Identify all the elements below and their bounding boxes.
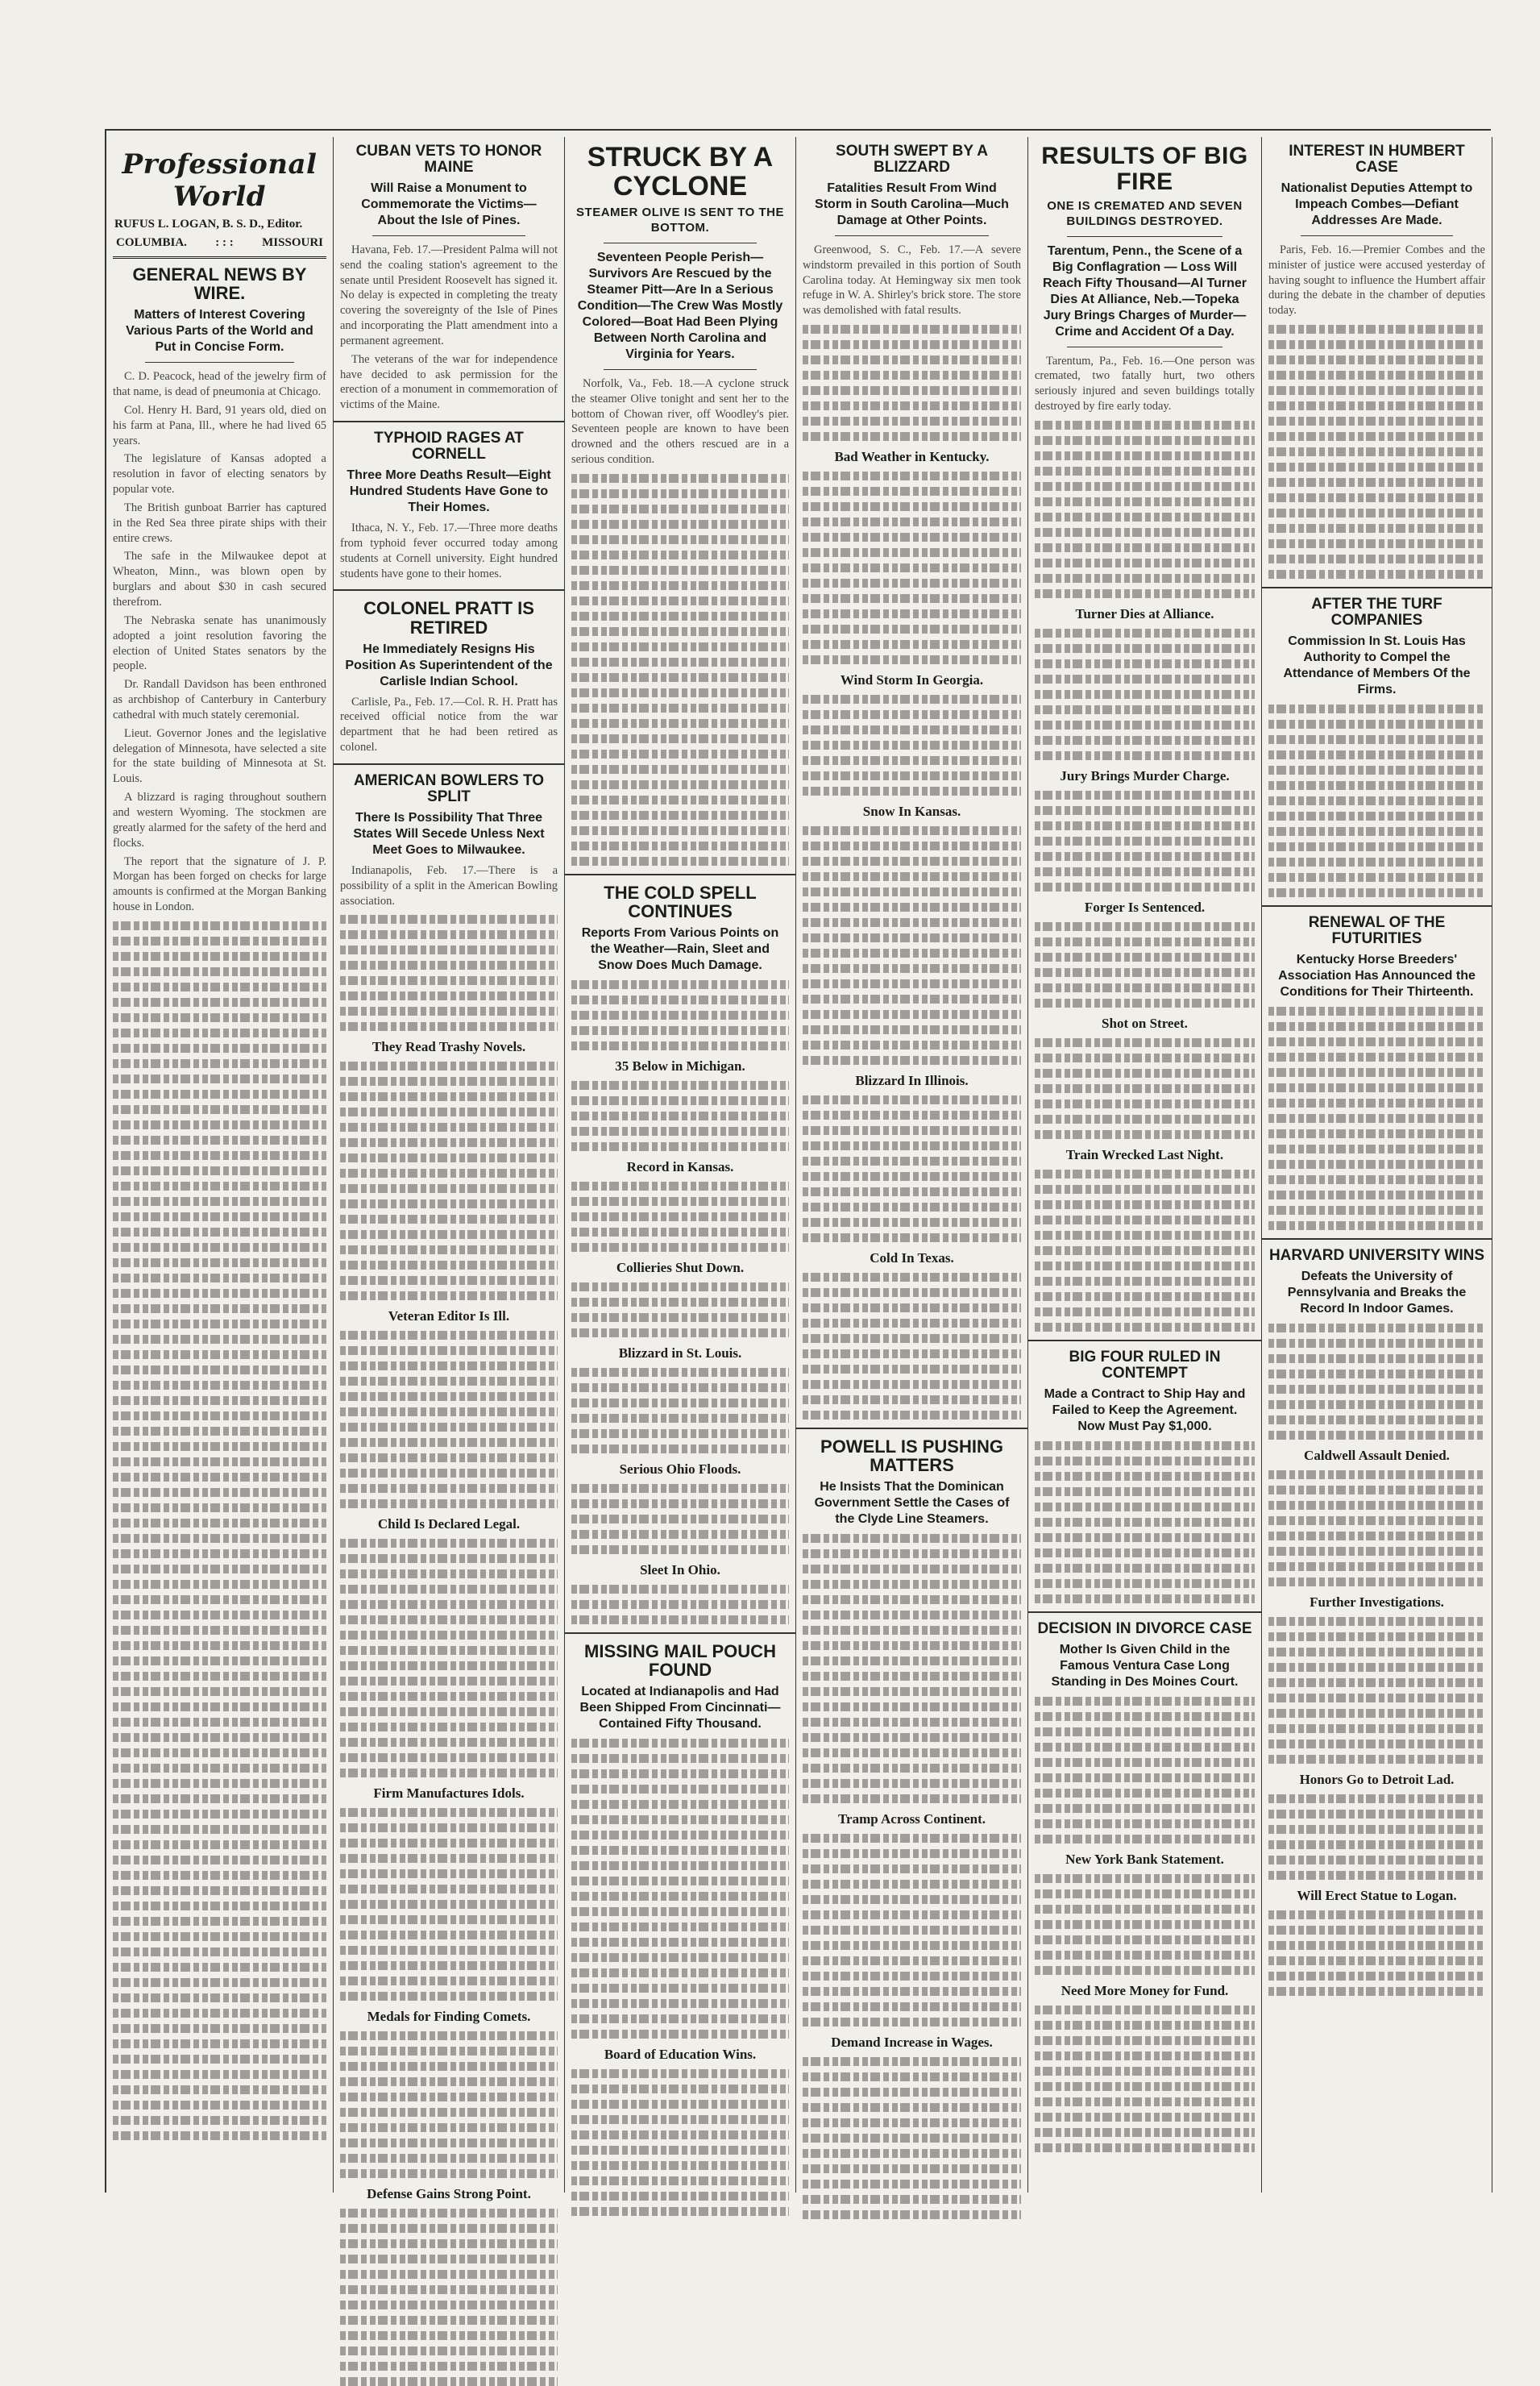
text-filler (1268, 1910, 1485, 1996)
text-filler (340, 1808, 558, 2001)
subhead: Forger Is Sentenced. (1084, 899, 1206, 915)
text-filler (1035, 1697, 1255, 1844)
subhead: Serious Ohio Floods. (619, 1461, 741, 1478)
subhead: Tramp Across Continent. (837, 1811, 986, 1827)
text-filler (803, 826, 1021, 1065)
text-filler (340, 2209, 558, 2386)
headline: HARVARD UNIVERSITY WINS (1268, 1246, 1485, 1264)
text-filler (340, 1539, 558, 1777)
text-filler (803, 325, 1021, 441)
section-rule (565, 874, 795, 875)
subhead: Firm Manufactures Idols. (373, 1785, 525, 1802)
subhead: Further Investigations. (1310, 1594, 1444, 1610)
separator: : : : (215, 236, 234, 249)
article-body (340, 863, 558, 909)
subhead: Turner Dies at Alliance. (1075, 605, 1214, 621)
subhead: Shot on Street. (1102, 1015, 1188, 1031)
subhead: Cold In Texas. (870, 1250, 954, 1266)
rule (604, 369, 757, 370)
text-filler (803, 1095, 1021, 1242)
dateline (113, 235, 326, 259)
subhead: Caldwell Assault Denied. (1304, 1447, 1450, 1463)
section-rule (565, 1632, 795, 1634)
editor-line: RUFUS L. LOGAN, B. S. D., Editor. (114, 218, 303, 231)
text-filler (1035, 1038, 1255, 1139)
text-filler (571, 1282, 789, 1337)
text-filler (340, 1062, 558, 1300)
text-filler (571, 1368, 789, 1453)
subhead: Will Erect Statue to Logan. (1297, 1887, 1457, 1903)
subhead: Snow In Kansas. (862, 804, 961, 820)
article-body (340, 521, 558, 581)
text-filler (803, 1534, 1021, 1803)
deck: Located at Indianapolis and Had Been Shipped From Cincinnati—Contained Fifty Thousand. (579, 1685, 781, 1731)
section-rule (1028, 1611, 1261, 1613)
column-5 (1028, 137, 1262, 2193)
paragraph: Havana, Feb. 17.—President Palma will not send the coaling station's agreement to the senate until President Roosevelt has signed it. No delay is expected in completing the treaty covering the sovereignty of the Isle of Pines and incorporating the Platt amendment into a permanent agreement. (340, 243, 558, 347)
text-filler (1035, 791, 1255, 892)
column-4 (796, 137, 1028, 2193)
headline: CUBAN VETS TO HONOR MAINE (355, 143, 542, 176)
paragraph: Lieut. Governor Jones and the legislative delegation of Minnesota, have selected a site for the state building of Minnesota at St. Louis. (113, 726, 326, 786)
text-filler (571, 1182, 789, 1252)
headline: RESULTS OF BIG FIRE (1041, 143, 1248, 195)
subhead: Demand Increase in Wages. (831, 2035, 993, 2051)
article-body (340, 243, 558, 413)
text-filler (571, 2069, 789, 2216)
subhead: Child Is Declared Legal. (377, 1516, 521, 1532)
headline: TYPHOID RAGES AT CORNELL (374, 430, 524, 463)
headline: AFTER THE TURF COMPANIES (1311, 596, 1442, 630)
rule (835, 235, 989, 236)
deck: Will Raise a Monument to Commemorate the Victims—About the Isle of Pines. (361, 181, 537, 227)
column-3 (565, 137, 796, 2193)
paragraph: A blizzard is raging throughout southern and western Wyoming. The stockmen are greatly alarmed for the safety of the herd and flocks. (113, 791, 326, 850)
paragraph: Paris, Feb. 16.—Premier Combes and the minister of justice were accused yesterday of having sought to influence the Humbert affair during the debate in the chamber of deputies today. (1268, 243, 1485, 318)
headline: MISSING MAIL POUCH FOUND (584, 1641, 776, 1681)
headline: RENEWAL OF THE FUTURITIES (1308, 913, 1446, 947)
subhead: Collieries Shut Down. (616, 1260, 745, 1276)
deck: Made a Contract to Ship Hay and Failed to Keep the Agreement. Now Must Pay $1,000. (1044, 1386, 1246, 1433)
subhead: Bad Weather in Kentucky. (834, 449, 990, 465)
deck: He Immediately Resigns His Position As Superintendent of the Carlisle Indian School. (345, 642, 553, 688)
paragraph: Tarentum, Pa., Feb. 16.—One person was cremated, two fatally hurt, two others seriously injured and seven buildings totally destroyed by fire early today. (1035, 354, 1255, 414)
subhead: Blizzard in St. Louis. (618, 1345, 742, 1361)
deck: Kentucky Horse Breeders' Association Has Announced the Conditions for Their Thirteenth. (1278, 952, 1476, 999)
paragraph: Dr. Randall Davidson has been enthroned as archbishop of Canterbury in Canterbury cathedral with much stately ceremonial. (113, 678, 326, 721)
text-filler (1268, 325, 1485, 579)
headline: SOUTH SWEPT BY A BLIZZARD (836, 143, 988, 176)
rule (1301, 235, 1453, 236)
article-body (113, 369, 326, 915)
subhead: Record in Kansas. (626, 1159, 734, 1175)
text-filler (340, 915, 558, 1031)
section-rule (1028, 1340, 1261, 1341)
rule (372, 235, 525, 236)
subhead: Need More Money for Fund. (1061, 1982, 1229, 1998)
deck: Matters of Interest Covering Various Parts of the World and Put in Concise Form. (126, 308, 313, 355)
rule (1067, 236, 1222, 237)
deck: He Insists That the Dominican Government Settle the Cases of the Clyde Line Steamers. (814, 1480, 1010, 1527)
rule (145, 362, 294, 363)
column-2 (334, 137, 565, 2202)
text-filler (803, 2057, 1021, 2219)
subhead: Defense Gains Strong Point. (367, 2186, 531, 2202)
text-filler (1035, 629, 1255, 760)
paragraph: C. D. Peacock, head of the jewelry firm of that name, is dead of pneumonia at Chicago. (113, 370, 326, 399)
city: COLUMBIA. (116, 236, 187, 249)
headline: INTEREST IN HUMBERT CASE (1289, 143, 1465, 176)
column-1 (106, 137, 334, 2193)
section-rule (334, 763, 564, 765)
headline: BIG FOUR RULED IN CONTEMPT (1069, 1348, 1221, 1382)
deck: STEAMER OLIVE IS SENT TO THE BOTTOM. (576, 206, 784, 235)
text-filler (803, 1834, 1021, 2026)
text-filler (571, 980, 789, 1050)
subhead: Blizzard In Illinois. (855, 1073, 969, 1089)
paragraph: The Nebraska senate has unanimously adopted a joint resolution favoring the election of United States senators by the people. (113, 613, 326, 673)
section-rule (334, 589, 564, 591)
subhead: New York Bank Statement. (1065, 1851, 1224, 1867)
deck: Reports From Various Points on the Weather—Rain, Sleet and Snow Does Much Damage. (581, 926, 779, 973)
column-6 (1262, 137, 1492, 2193)
text-filler (1268, 1794, 1485, 1880)
section-rule (796, 1428, 1027, 1429)
headline: AMERICAN BOWLERS TO SPLIT (353, 771, 545, 805)
text-filler (1035, 421, 1255, 598)
text-filler (113, 921, 326, 2140)
deck: Mother Is Given Child in the Famous Ventura Case Long Standing in Des Moines Court. (1051, 1642, 1239, 1689)
text-filler (1268, 1617, 1485, 1764)
subhead: Medals for Finding Comets. (367, 2009, 531, 2025)
paragraph: Carlisle, Pa., Feb. 17.—Col. R. H. Pratt has received official notice from the war department that he had been retired as colonel. (340, 695, 558, 754)
subhead: Wind Storm In Georgia. (840, 672, 984, 688)
text-filler (1268, 1324, 1485, 1440)
headline: DECISION IN DIVORCE CASE (1037, 1619, 1252, 1637)
deck: Commission In St. Louis Has Authority to Compel the Attendance of Members Of the Firms. (1283, 634, 1471, 696)
paragraph: Indianapolis, Feb. 17.—There is a possibility of a split in the American Bowling association. (340, 863, 558, 908)
paragraph: The legislature of Kansas adopted a resolution in favor of electing senators by popular vote. (113, 452, 326, 497)
text-filler (571, 1484, 789, 1554)
text-filler (1268, 1470, 1485, 1586)
deck: Fatalities Result From Wind Storm in South Carolina—Much Damage at Other Points. (815, 181, 1009, 227)
deck: Defeats the University of Pennsylvania and Breaks the Record In Indoor Games. (1287, 1269, 1467, 1316)
paragraph: Col. Henry H. Bard, 91 years old, died on his farm at Pana, Ill., where he had lived 65 years. (113, 403, 326, 447)
subhead: Honors Go to Detroit Lad. (1299, 1771, 1455, 1787)
deck: Nationalist Deputies Attempt to Impeach Combes—Defiant Addresses Are Made. (1281, 181, 1473, 227)
text-filler (571, 1739, 789, 2039)
subhead: They Read Trashy Novels. (372, 1039, 526, 1055)
paragraph: The report that the signature of J. P. Morgan has been forged on checks for large amounts is confirmed at the Morgan Banking house in London. (113, 854, 326, 914)
article-body (340, 695, 558, 755)
paragraph: The veterans of the war for independence have decided to ask permission for the erection of a monument in commemoration of victims of the Maine. (340, 352, 558, 412)
text-filler (1035, 2006, 1255, 2152)
headline: GENERAL NEWS BY WIRE. (132, 264, 307, 304)
newspaper-page (105, 129, 1491, 2202)
deck: There Is Possibility That Three States Will Secede Unless Next Meet Goes to Milwaukee. (353, 810, 545, 857)
deck: Three More Deaths Result—Eight Hundred Students Have Gone to Their Homes. (347, 468, 551, 515)
masthead-title: Professional World (122, 148, 318, 213)
text-filler (340, 2031, 558, 2178)
headline: POWELL IS PUSHING MATTERS (820, 1436, 1003, 1476)
subhead: Train Wrecked Last Night. (1065, 1146, 1224, 1162)
text-filler (1035, 1170, 1255, 1332)
subhead: Board of Education Wins. (604, 2047, 757, 2063)
paragraph: Greenwood, S. C., Feb. 17.—A severe windstorm prevailed in this portion of South Carolina today. At Hemingway six men took refuge in W. A. Shirley's brick store. The store was demolished with fatal results. (803, 243, 1021, 318)
headline: COLONEL PRATT IS RETIRED (363, 598, 534, 638)
text-filler (803, 472, 1021, 664)
text-filler (571, 1585, 789, 1624)
headline: THE COLD SPELL CONTINUES (604, 882, 757, 922)
subhead: Veteran Editor Is Ill. (388, 1308, 510, 1324)
subhead: Jury Brings Murder Charge. (1060, 767, 1230, 784)
deck: Tarentum, Penn., the Scene of a Big Conflagration — Loss Will Reach Fifty Thousand—Al Turner Dies At Alliance, Neb.—Topeka Jury Brings Charges of Murder—Crime and Accident Of a Day. (1042, 243, 1247, 339)
paragraph: The British gunboat Barrier has captured in the Red Sea three pirate ships with their entire crews. (113, 501, 326, 545)
text-filler (1268, 1007, 1485, 1230)
text-filler (1035, 1874, 1255, 1975)
paragraph: Ithaca, N. Y., Feb. 17.—Three more deaths from typhoid fever occurred today among students at Cornell university. Eight hundred students have gone to their homes. (340, 522, 558, 580)
text-filler (1035, 922, 1255, 1008)
section-rule (334, 421, 564, 422)
paragraph: Norfolk, Va., Feb. 18.—A cyclone struck the steamer Olive tonight and sent her to the bottom of Chowan river, off Woodley's pier. Seventeen people are known to have been drowned and the others rescued are in a serious condition. (571, 376, 789, 467)
text-filler (571, 1081, 789, 1151)
article-body (1035, 354, 1255, 414)
section-rule (1262, 905, 1492, 907)
subhead: 35 Below in Michigan. (615, 1058, 745, 1075)
text-filler (571, 474, 789, 866)
section-rule (1262, 587, 1492, 588)
subhead: Sleet In Ohio. (640, 1562, 720, 1578)
article-body (1268, 243, 1485, 318)
text-filler (1268, 705, 1485, 897)
text-filler (803, 695, 1021, 796)
headline: STRUCK BY A CYCLONE (587, 142, 774, 202)
state: MISSOURI (262, 236, 323, 249)
text-filler (1035, 1441, 1255, 1603)
paragraph: The safe in the Milwaukee depot at Wheaton, Minn., was blown open by burglars and about $30 in cash secured therefrom. (113, 550, 326, 609)
article-body (803, 243, 1021, 318)
deck: ONE IS CREMATED AND SEVEN BUILDINGS DESTROYED. (1047, 199, 1243, 228)
article-body (571, 376, 789, 468)
deck: Seventeen People Perish—Survivors Are Rescued by the Steamer Pitt—Are In a Serious Condition—The Crew Was Mostly Colored—Boat Had Been Plying Between North Carolina and Virginia for Years. (577, 250, 783, 361)
text-filler (340, 1331, 558, 1508)
text-filler (803, 1273, 1021, 1420)
section-rule (1262, 1238, 1492, 1240)
